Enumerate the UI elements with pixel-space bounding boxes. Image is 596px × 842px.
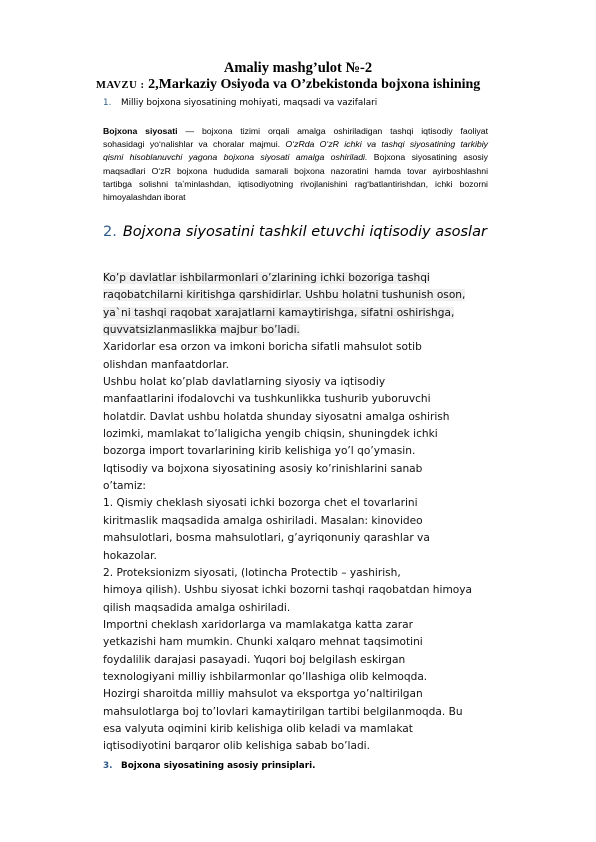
body-line: iqtisodiyotini barqaror olib kelishiga sabab bo’ladi.	[103, 740, 370, 753]
paragraph-text: Bojxona siyosatining asosiy	[373, 152, 488, 163]
body-line: mahsulotlarga boj to’lovlari kamaytirilgan tartibi belgilanmoqda. Bu	[103, 705, 463, 718]
paragraph-line	[103, 125, 488, 138]
body-line: yetkazishi ham mumkin. Chunki xalqaro mehnat taqsimotini	[103, 636, 423, 649]
body-line: kiritmaslik maqsadida amalga oshiriladi. Masalan: kinovideo	[103, 514, 423, 527]
body-line: foydalilik darajasi pasayadi. Yuqori boj belgilash eskirgan	[103, 653, 406, 666]
body-line	[103, 305, 498, 322]
paragraph-line: himoyalashdan iborat	[103, 192, 186, 203]
body-line: Importni cheklash xaridorlarga va mamlakatga katta zarar	[103, 618, 413, 631]
section-1-number: 1.	[103, 98, 112, 108]
paragraph-line: tartibga solishni taʼminlashdan, iqtisodiyotning rivojlanishini ragʻbatlantirishdan, ichki bozorni	[103, 178, 488, 189]
paragraph-italic: qismi hisoblanuvchi yagona bojxona siyosati amalga oshiriladi.	[103, 152, 368, 163]
topic-text: 2,Markaziy Osiyoda va O’zbekistonda bojxona ishining	[148, 77, 481, 92]
body-line: manfaatlarini ifodalovchi va tushkunlikka tushurib yuboruvchi	[103, 393, 431, 406]
body-line: Xaridorlar esa orzon va imkoni boricha sifatli mahsulot sotib	[103, 341, 422, 354]
topic-line	[96, 77, 480, 93]
body-line: Iqtisodiy va bojxona siyosatining asosiy ko’rinishlarini sanab	[103, 462, 423, 475]
topic-prefix: MAVZU :	[96, 80, 145, 91]
body-line: o’tamiz:	[103, 480, 146, 493]
section-2-body	[103, 270, 498, 756]
page-title: Amaliy mashg’ulot №-2	[223, 60, 373, 76]
body-line: holatdir. Davlat ushbu holatda shunday siyosatni amalga oshirish	[103, 410, 450, 423]
highlighted-text: ya`ni tashqi raqobat xarajatlarni kamaytirishga, sifatni oshirishga,	[103, 306, 455, 319]
body-line	[103, 322, 498, 339]
section-2-number: 2.	[103, 224, 117, 240]
body-line: Ushbu holat ko’plab davlatlarning siyosiy va iqtisodiy	[103, 376, 386, 389]
body-line: hokazolar.	[103, 549, 157, 562]
body-line: olishdan manfaatdorlar.	[103, 358, 230, 371]
body-line	[103, 270, 498, 287]
section-2-heading	[103, 224, 487, 240]
body-line: texnologiyani milliy ishbilarmonlar qo’llashiga olib kelmoqda.	[103, 670, 428, 683]
paragraph-text: — bojxona tizimi orqali amalga oshiriladigan tashqi iqtisodiy faoliyat	[185, 126, 488, 136]
highlighted-text: quvvatsizlanmaslikka majbur bo’ladi.	[103, 324, 300, 337]
paragraph-text: sohasidagi yoʻnalishlar va choralar majmui.	[103, 139, 281, 150]
section-1-title: Milliy bojxona siyosatining mohiyati, maqsadi va vazifalari	[121, 98, 378, 108]
highlighted-text: raqobatchilarni kiritishga qarshidirlar. Ushbu holatni tushunish oson,	[103, 289, 466, 302]
section-3-title: Bojxona siyosatining asosiy prinsiplari.	[121, 761, 316, 771]
body-line: lozimki, mamlakat to’laligicha yengib chiqsin, shuningdek ichki	[103, 428, 438, 441]
section-1-heading	[103, 98, 377, 108]
section-3-heading	[103, 761, 315, 771]
section-2-title: Bojxona siyosatini tashkil etuvchi iqtisodiy asoslar	[122, 224, 487, 240]
section-1-paragraph	[103, 125, 488, 204]
body-line: himoya qilish). Ushbu siyosat ichki bozorni tashqi raqobatdan himoya	[103, 584, 473, 597]
body-line: bozorga import tovarlarining kirib kelishiga yo’l qo’ymasin.	[103, 445, 416, 458]
paragraph-line: maqsadlari O‘zR bojxona hududida samarali bojxona nazoratini hamda tovar ayirboshlashni	[103, 165, 488, 176]
paragraph-italic: O‘zRda O‘zR ichki va tashqi siyosatining tarkibiy	[285, 139, 489, 150]
body-line: 1. Qismiy cheklash siyosati ichki bozorga chet el tovarlarini	[103, 497, 418, 510]
body-line: Hozirgi sharoitda milliy mahsulot va eksportga yo’naltirilgan	[103, 688, 423, 701]
highlighted-text: Ko’p davlatlar ishbilarmonlari o’zlarining ichki bozoriga tashqi	[103, 272, 430, 284]
body-line: 2. Proteksionizm siyosati, (lotincha Protectib – yashirish,	[103, 566, 401, 579]
body-line	[103, 287, 498, 304]
body-line: mahsulotlari, bosma mahsulotlari, g’ayriqonuniy qarashlar va	[103, 532, 430, 545]
body-line: esa valyuta oqimini kirib kelishiga olib keladi va mamlakat	[103, 722, 413, 735]
term-bold: Bojxona siyosati	[103, 126, 178, 136]
paragraph-line	[103, 138, 488, 151]
body-line: qilish maqsadida amalga oshiriladi.	[103, 601, 291, 614]
paragraph-line	[103, 151, 488, 164]
section-3-number: 3.	[103, 761, 113, 771]
